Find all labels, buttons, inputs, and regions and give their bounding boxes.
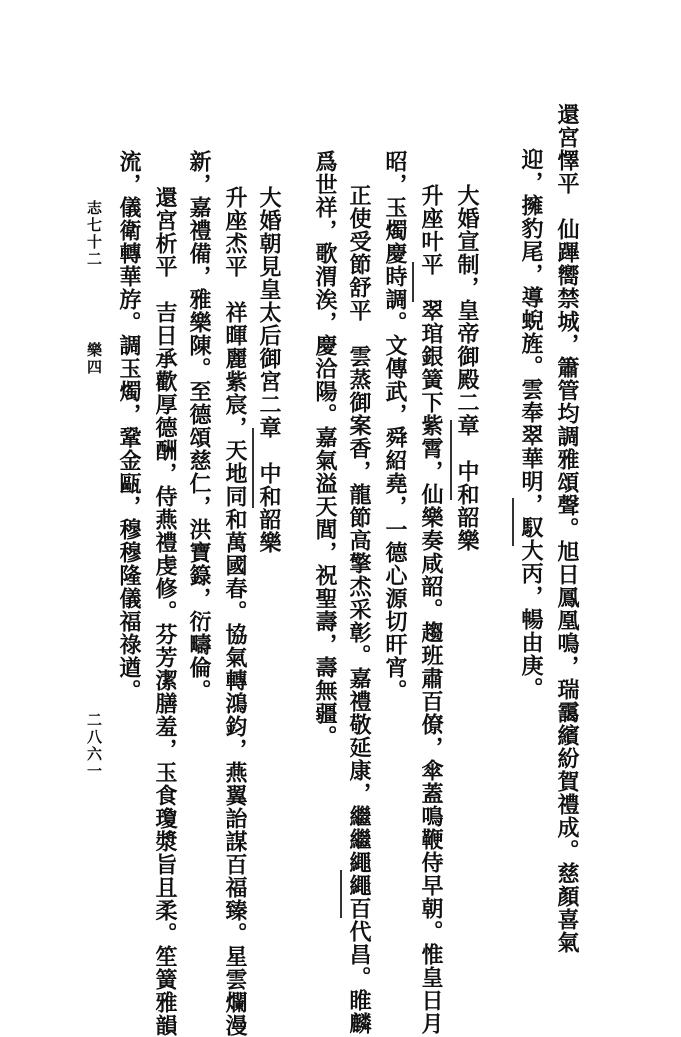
- proper-noun-mark: [252, 428, 260, 508]
- proper-noun-mark: [412, 262, 420, 302]
- text-column-6: 爲世祥，歌渭涘，慶洽陽。嘉氣溢天閭，祝聖壽，壽無疆。: [312, 150, 338, 748]
- chapter-marker: [84, 200, 105, 376]
- proper-noun-mark: [450, 420, 458, 500]
- section-label: 樂四: [85, 342, 103, 376]
- text-column-2: 迎，擁豹尾，導蜺旌。雲奉翠華明，馭大丙，暢由庚。: [518, 148, 544, 700]
- text-column-4: 昭，玉燭慶時調。文傳武，舜紹堯，一德心源切旰宵。: [382, 150, 408, 702]
- text-column-9: 還宮析平 吉日承歡厚德酬，侍燕禮虔修。芬芳潔膳羞，玉食瓊漿旨且柔。笙簧雅韻: [152, 186, 178, 1037]
- chapter-label: 志七十二: [85, 200, 103, 268]
- text-column-1: 還宮懌平 仙蹕嚮禁城，簫管均調雅頌聲。旭日鳳凰鳴，瑞靄繽紛賀禮成。慈顏喜氣: [554, 103, 580, 954]
- text-column-7: 升座𤇍平 祥暉麗紫宸，天地同和萬國春。協氣轉鴻鈞，燕翼詒謀百福臻。星雲爛漫: [222, 186, 248, 1037]
- proper-noun-mark: [340, 870, 348, 918]
- text-column-5: 正使受節舒平 雲蒸御案香，龍節高擎𤇍采彰。嘉禮敬延康，繼繼繩繩百代昌。睢麟: [346, 184, 372, 1035]
- heading-column-2: 大婚朝見皇太后御宮二章 中和韶樂: [256, 186, 282, 554]
- page-number: 二八六一: [85, 712, 103, 780]
- text-column-3: 升座叶平 翠琯銀簧下紫霄，仙樂奏咸韶。趨班肅百僚，傘蓋鳴鞭侍早朝。惟皇日月: [418, 184, 444, 1035]
- heading-column-1: 大婚宣制，皇帝御殿二章 中和韶樂: [454, 184, 480, 552]
- text-column-8: 新，嘉禮備，雅樂陳。至德頌慈仁，洪寶籙，衍疇倫。: [186, 150, 212, 702]
- text-column-10: 流，儀衛轉華斿。調玉燭，鞏金甌，穆穆隆儀福祿遒。: [116, 150, 142, 702]
- proper-noun-mark: [512, 498, 520, 546]
